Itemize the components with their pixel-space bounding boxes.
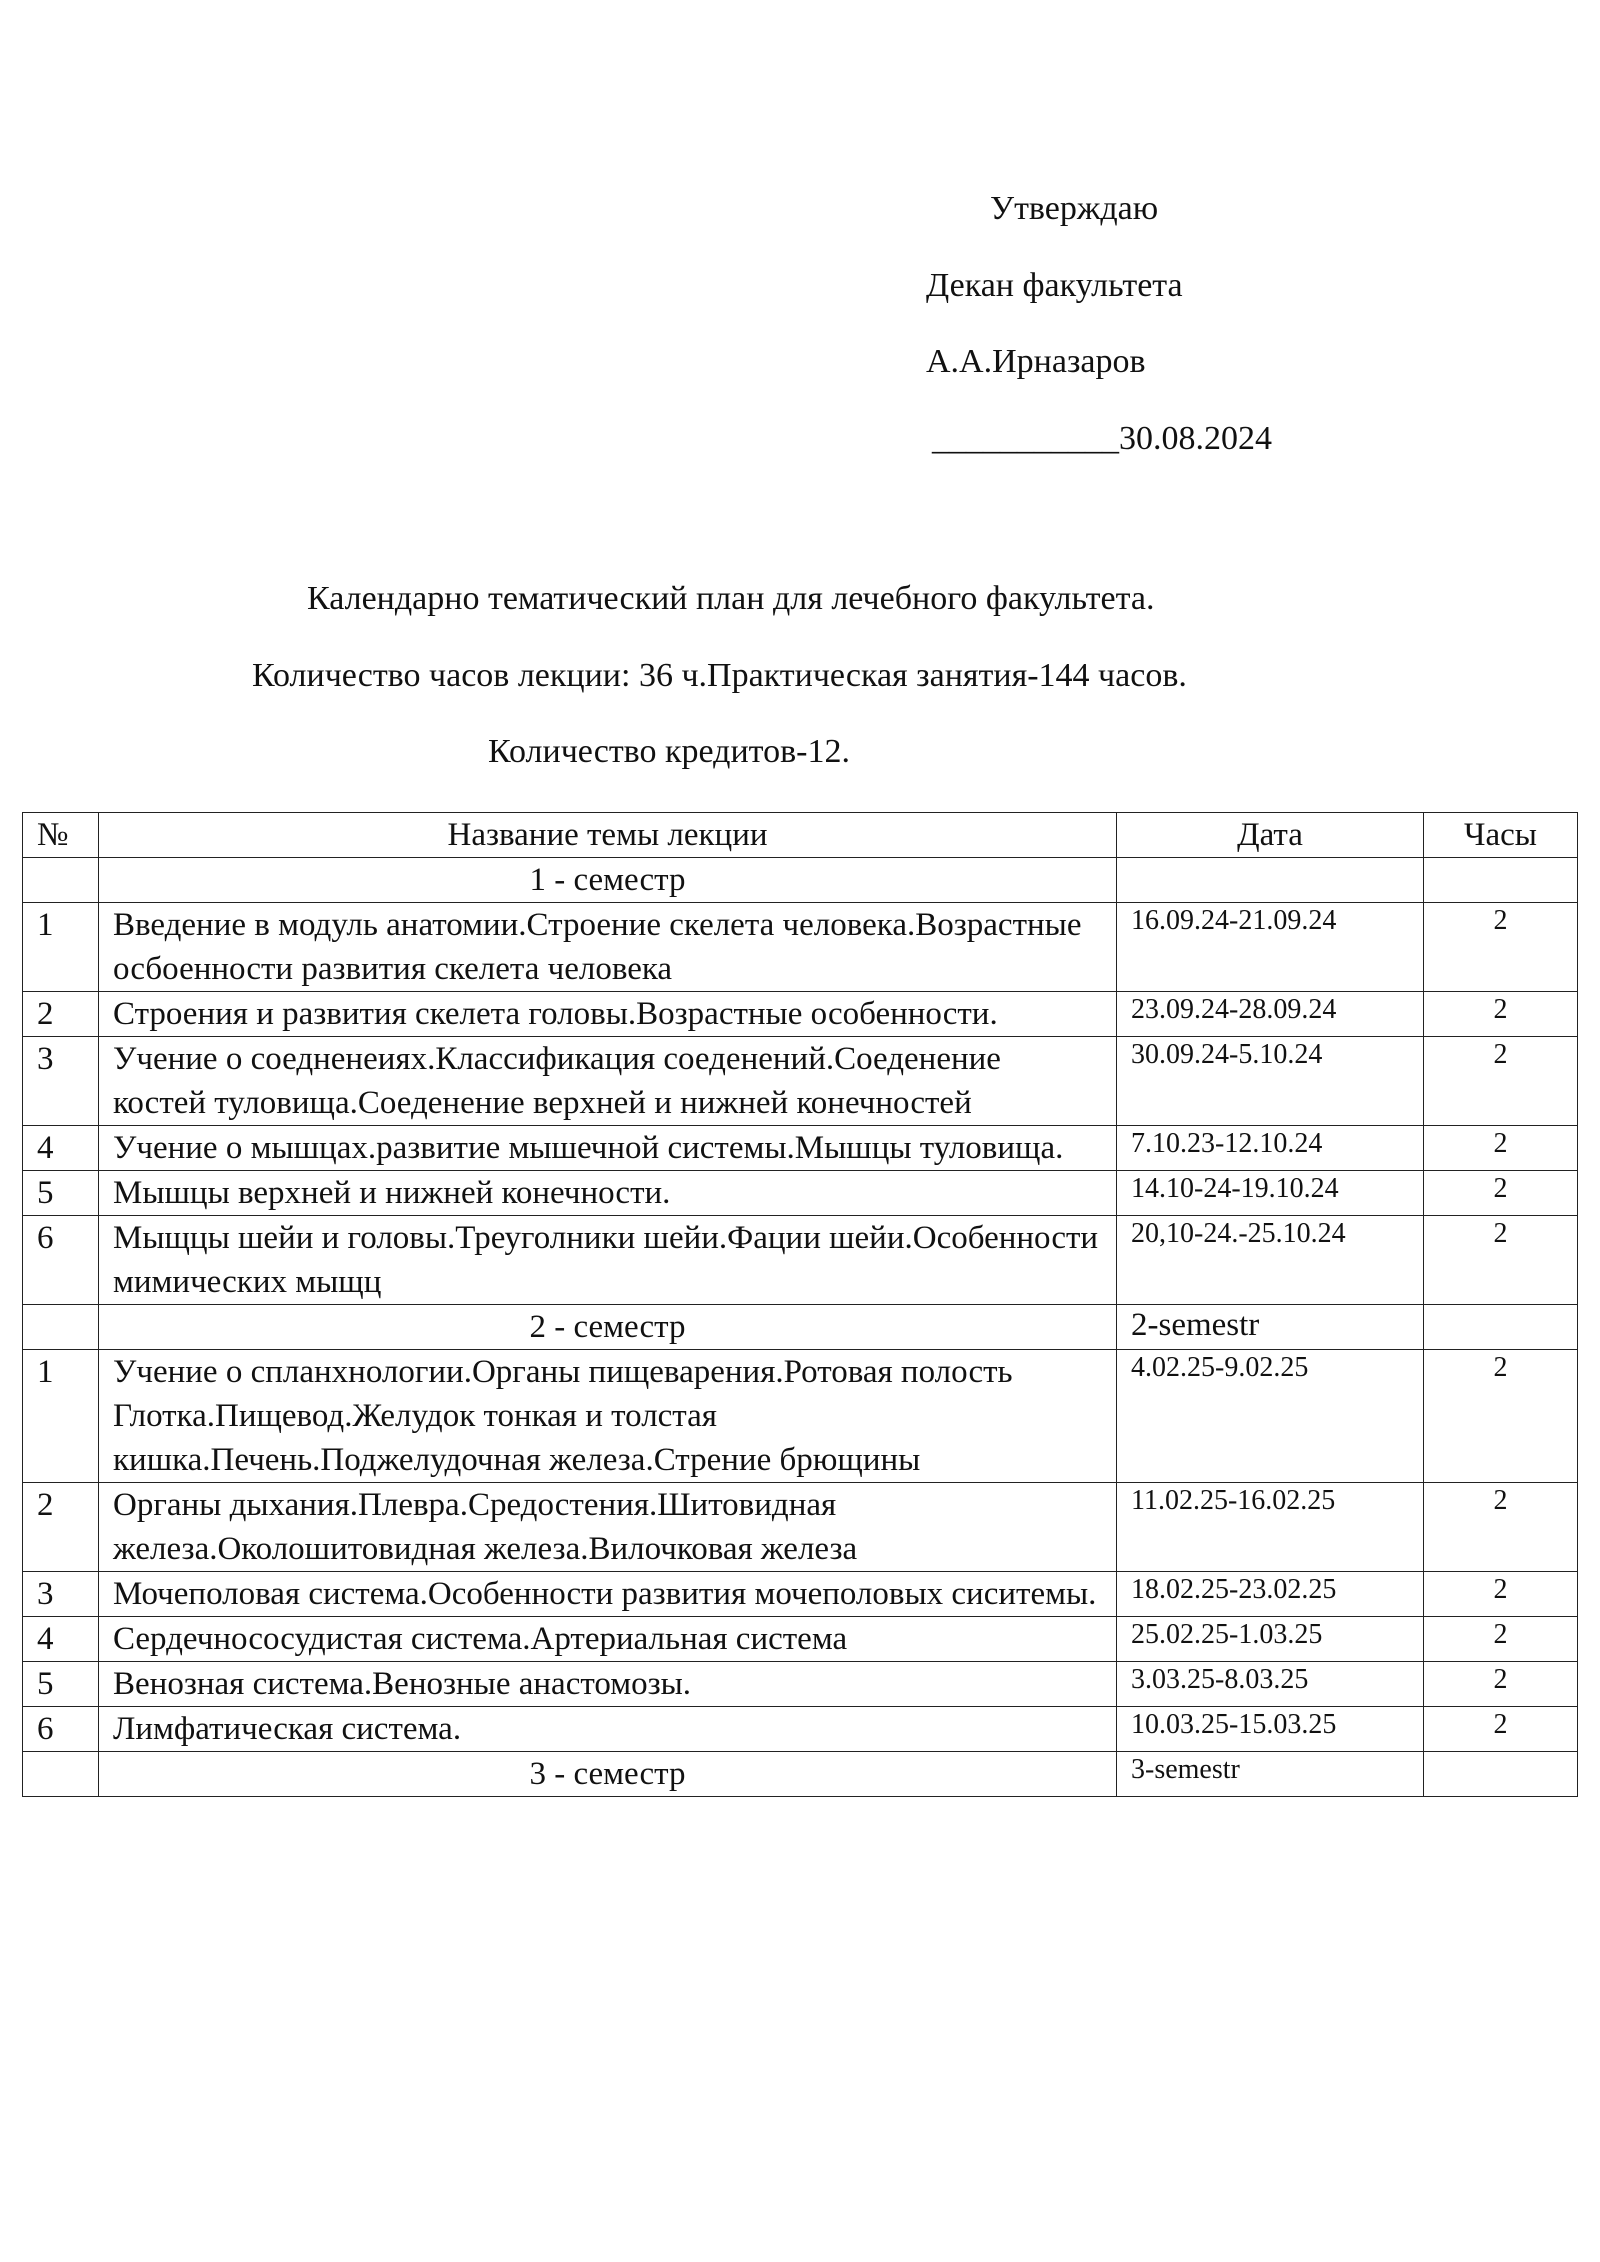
row-topic: Органы дыхания.Плевра.Средостения.Шитовидная железа.Околошитовидная железа.Вилочковая железа [99,1483,1117,1572]
semester-row [23,1305,1578,1350]
row-date: 18.02.25-23.02.25 [1117,1572,1424,1617]
row-topic: Строения и развития скелета головы.Возрастные особенности. [99,992,1117,1037]
row-number: 3 [23,1572,99,1617]
row-hours: 2 [1424,903,1578,992]
row-topic: Сердечнососудистая система.Артериальная система [99,1617,1117,1662]
row-number: 3 [23,1037,99,1126]
row-date: 16.09.24-21.09.24 [1117,903,1424,992]
semester-2-date-label: 2-semestr [1117,1305,1424,1350]
row-number: 4 [23,1126,99,1171]
row-number: 6 [23,1707,99,1752]
row-hours: 2 [1424,1483,1578,1572]
row-hours: 2 [1424,1572,1578,1617]
row-date: 25.02.25-1.03.25 [1117,1617,1424,1662]
table-row [23,1617,1578,1662]
row-topic: Венозная система.Венозные анастомозы. [99,1662,1117,1707]
plan-title: Календарно тематический план для лечебного факультета. [307,580,1155,617]
header-hours: Часы [1424,813,1578,858]
row-number: 2 [23,992,99,1037]
table-row [23,1350,1578,1483]
approval-role: Декан факультета [926,267,1183,304]
header-number: № [23,813,99,858]
row-hours: 2 [1424,992,1578,1037]
row-hours: 2 [1424,1350,1578,1483]
row-topic: Учение о соедненеиях.Классификация соеденений.Соеденение костей туловища.Соеденение верхней и нижней конечностей [99,1037,1117,1126]
semester-row [23,858,1578,903]
table-row [23,992,1578,1037]
credits-summary: Количество кредитов-12. [488,733,850,770]
row-hours: 2 [1424,1037,1578,1126]
row-date: 20,10-24.-25.10.24 [1117,1216,1424,1305]
table-row [23,1662,1578,1707]
row-hours: 2 [1424,1662,1578,1707]
semester-1-label: 1 - семестр [99,858,1117,903]
row-date: 10.03.25-15.03.25 [1117,1707,1424,1752]
row-number: 6 [23,1216,99,1305]
table-row [23,903,1578,992]
row-hours: 2 [1424,1216,1578,1305]
row-hours: 2 [1424,1126,1578,1171]
row-date: 23.09.24-28.09.24 [1117,992,1424,1037]
row-number: 5 [23,1662,99,1707]
row-topic: Введение в модуль анатомии.Строение скелета человека.Возрастные осбоенности развития скелета человека [99,903,1117,992]
row-topic: Учение о мышцах.развитие мышечной системы.Мышцы туловища. [99,1126,1117,1171]
table-row [23,1216,1578,1305]
row-date: 14.10-24-19.10.24 [1117,1171,1424,1216]
lecture-plan-table [22,812,1578,1797]
header-date: Дата [1117,813,1424,858]
approval-title: Утверждаю [990,190,1159,227]
row-topic: Мышцы верхней и нижней конечности. [99,1171,1117,1216]
table-row [23,1572,1578,1617]
table-row [23,1126,1578,1171]
header-topic: Название темы лекции [99,813,1117,858]
row-number: 2 [23,1483,99,1572]
row-hours: 2 [1424,1617,1578,1662]
row-number: 1 [23,1350,99,1483]
table-row [23,1483,1578,1572]
table-row [23,1037,1578,1126]
row-number: 1 [23,903,99,992]
row-topic: Мочеполовая система.Особенности развития мочеполовых сиситемы. [99,1572,1117,1617]
row-date: 7.10.23-12.10.24 [1117,1126,1424,1171]
row-number: 5 [23,1171,99,1216]
row-topic: Лимфатическая система. [99,1707,1117,1752]
table-header-row [23,813,1578,858]
row-hours: 2 [1424,1171,1578,1216]
row-hours: 2 [1424,1707,1578,1752]
row-date: 11.02.25-16.02.25 [1117,1483,1424,1572]
hours-summary: Количество часов лекции: 36 ч.Практическая занятия-144 часов. [252,657,1187,694]
row-date: 30.09.24-5.10.24 [1117,1037,1424,1126]
row-date: 3.03.25-8.03.25 [1117,1662,1424,1707]
semester-row [23,1752,1578,1797]
row-topic: Мыщцы шейи и головы.Треуголники шейи.Фации шейи.Особенности мимических мыщц [99,1216,1117,1305]
row-topic: Учение о спланхнологии.Органы пищеварения.Ротовая полость Глотка.Пищевод.Желудок тонкая и толстая кишка.Печень.Поджелудочная железа.Стрение брющины [99,1350,1117,1483]
semester-2-label: 2 - семестр [99,1305,1117,1350]
approval-name: А.А.Ирназаров [926,343,1146,380]
table-row [23,1707,1578,1752]
semester-3-date-label: 3-semestr [1117,1752,1424,1797]
approval-signature-date: ___________30.08.2024 [932,420,1272,457]
row-date: 4.02.25-9.02.25 [1117,1350,1424,1483]
row-number: 4 [23,1617,99,1662]
semester-3-label: 3 - семестр [99,1752,1117,1797]
table-row [23,1171,1578,1216]
